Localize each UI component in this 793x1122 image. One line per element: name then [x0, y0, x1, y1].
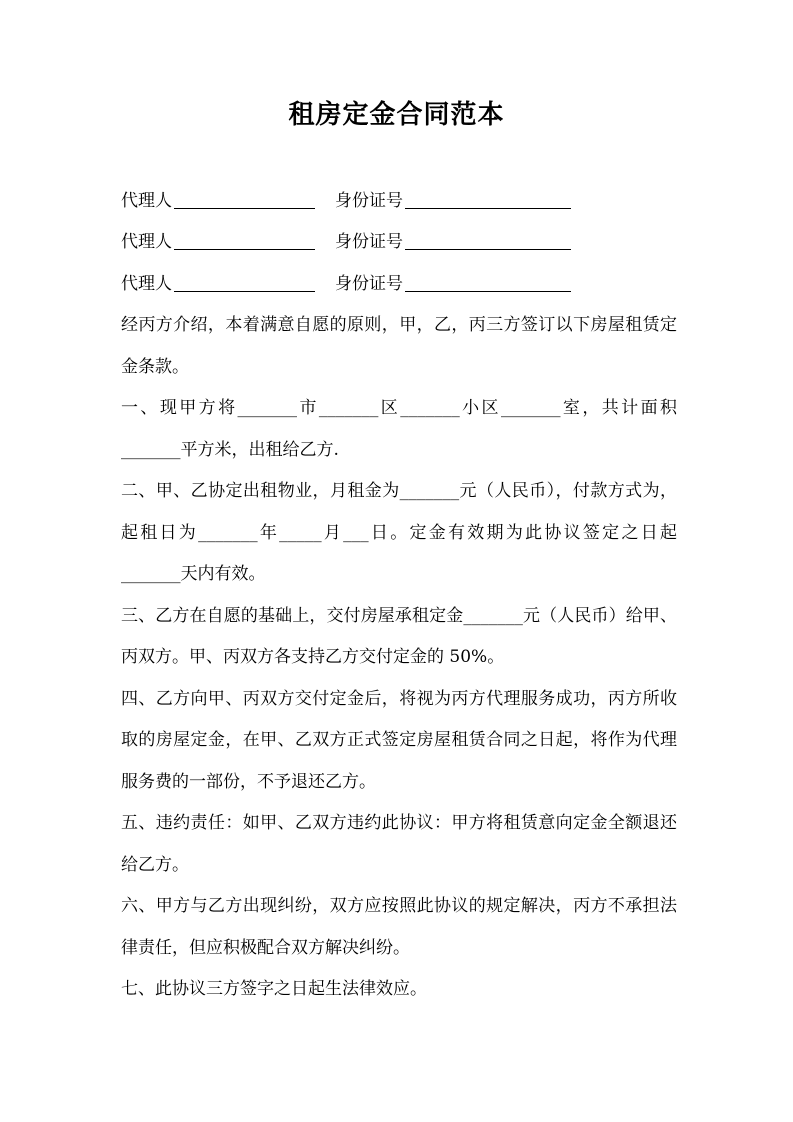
clause-6: 六、甲方与乙方出现纠纷，双方应按照此协议的规定解决，丙方不承担法律责任，但应积极配合双方解决纠纷。	[121, 896, 677, 958]
signature-row	[121, 263, 571, 305]
agent-label: 代理人	[121, 232, 172, 252]
agent-blank	[174, 207, 315, 209]
clause-4: 四、乙方向甲、丙双方交付定金后，将视为丙方代理服务成功，丙方所收取的房屋定金，在甲、乙双方正式签定房屋租赁合同之日起，将作为代理服务费的一部份，不予退还乙方。	[121, 688, 677, 792]
id-label: 身份证号	[335, 191, 403, 211]
id-blank	[405, 207, 571, 209]
id-label: 身份证号	[335, 274, 403, 294]
signature-row	[121, 221, 571, 263]
intro-paragraph: 经丙方介绍，本着满意自愿的原则，甲，乙，丙三方签订以下房屋租赁定金条款。	[121, 315, 677, 377]
clause-1: 一、现甲方将_______市_______区_______小区_______室，共计面积_______平方米，出租给乙方.	[121, 398, 677, 460]
clause-5: 五、违约责任：如甲、乙双方违约此协议：甲方将租赁意向定金全额退还给乙方。	[121, 813, 677, 875]
clause-2: 二、甲、乙协定出租物业，月租金为_______元（人民币），付款方式为，起租日为_______年_____月___日。定金有效期为此协议签定之日起_______天内有效。	[121, 481, 677, 584]
agent-blank	[174, 248, 315, 250]
agent-label: 代理人	[121, 274, 172, 294]
agent-label: 代理人	[121, 191, 172, 211]
contract-body	[121, 305, 677, 1011]
id-label: 身份证号	[335, 232, 403, 252]
clause-7: 七、此协议三方签字之日起生法律效应。	[121, 979, 427, 999]
document-title: 租房定金合同范本	[288, 100, 505, 130]
id-blank	[405, 248, 571, 250]
clause-3: 三、乙方在自愿的基础上，交付房屋承租定金_______元（人民币）给甲、丙双方。甲、丙双方各支持乙方交付定金的 50%。	[121, 605, 677, 667]
signature-row	[121, 180, 571, 222]
agent-blank	[174, 290, 315, 292]
id-blank	[405, 290, 571, 292]
